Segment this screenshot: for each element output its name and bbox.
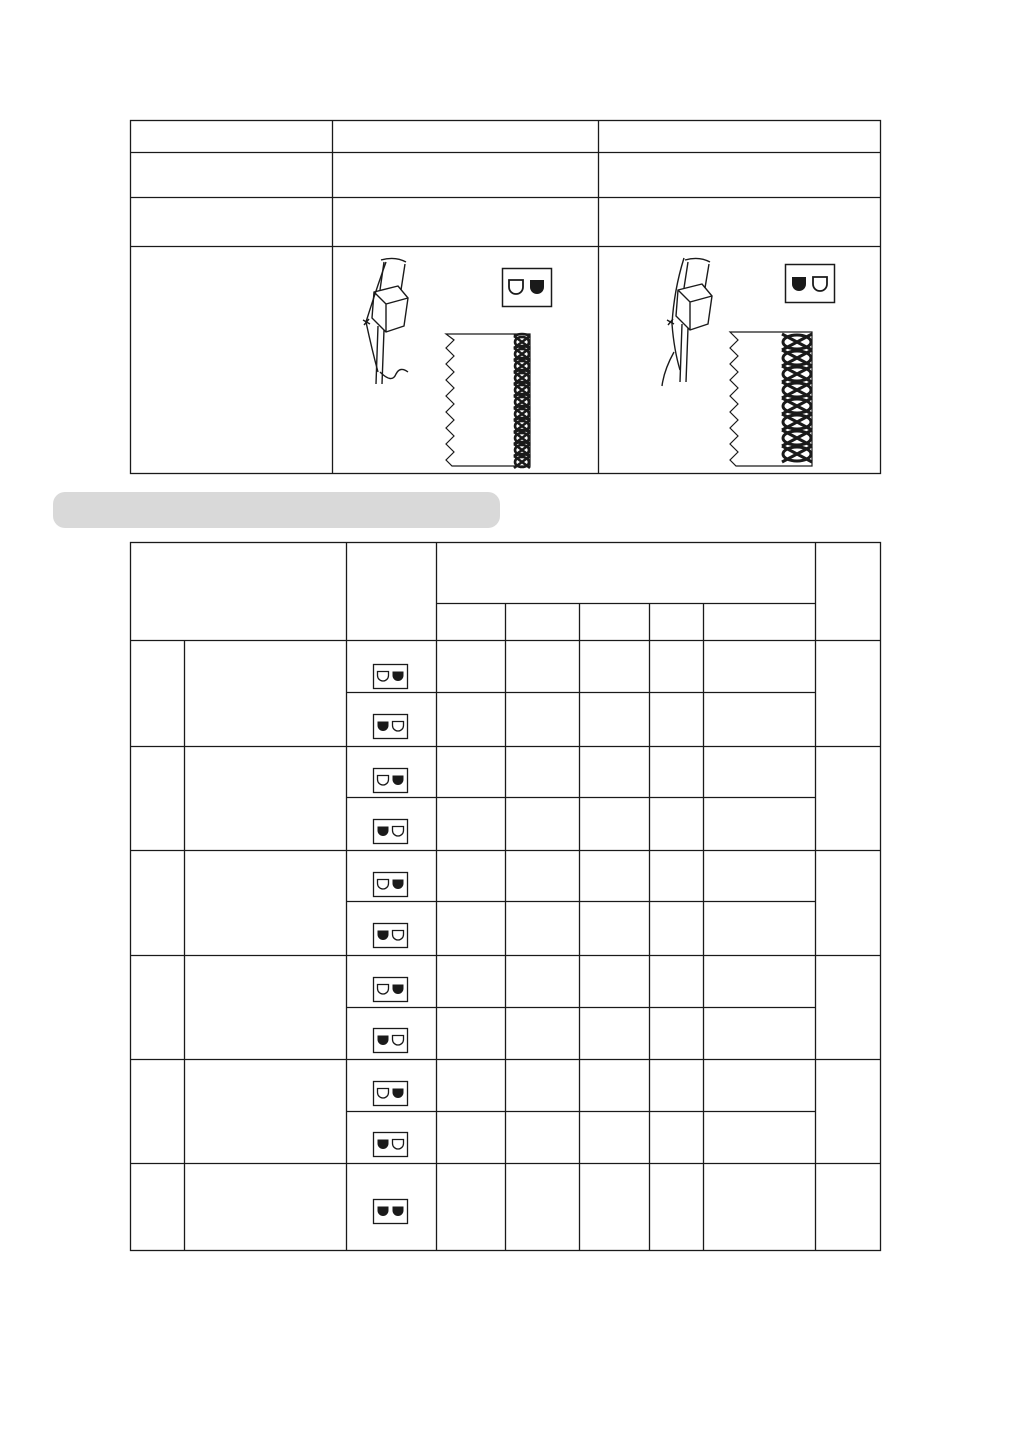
needle-position-indicator-icon	[374, 978, 408, 1002]
section-banner	[53, 492, 500, 528]
needle-position-indicator-icon	[786, 265, 835, 303]
needle-position-indicator-icon	[374, 873, 408, 897]
needle-position-indicator-icon	[374, 715, 408, 739]
needle-position-indicator-icon	[374, 769, 408, 793]
needle-position-indicator-icon	[374, 1082, 408, 1106]
needle-position-indicator-icon	[374, 665, 408, 689]
needle-position-indicator-icon	[374, 1200, 408, 1224]
overlock-stitch-icon	[446, 334, 530, 468]
overlock-stitch-icon	[730, 332, 812, 466]
needle-position-indicator-icon	[503, 269, 552, 307]
needle-position-indicator-icon	[374, 1133, 408, 1157]
top-table	[0, 0, 1020, 480]
needle-position-indicator-icon	[374, 1029, 408, 1053]
presser-foot-needle-icon	[662, 258, 712, 386]
needle-position-indicator-icon	[374, 820, 408, 844]
presser-foot-needle-icon	[363, 258, 408, 384]
needle-position-indicator-icon	[374, 924, 408, 948]
